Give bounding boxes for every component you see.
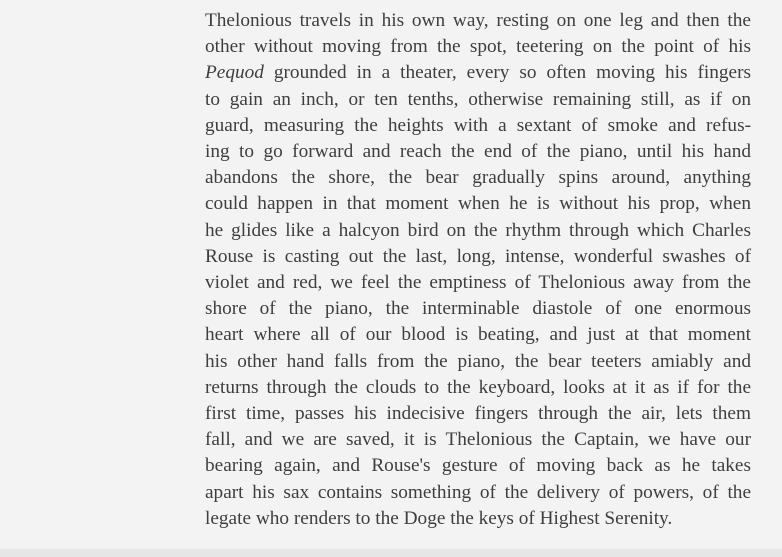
text-line-2: other without moving from the spot, teetering on the point of his [205,36,751,58]
text-line-12: shore of the piano, the interminable diastole of one enormous [205,298,751,320]
page-bottom-edge [0,549,782,557]
text-line-10: Rouse is casting out the last, long, intense, wonderful swashes of [205,245,751,267]
text-line-3-rest: grounded in a theater, every so often moving his fingers [263,62,751,84]
text-line-4: to gain an inch, or ten tenths, otherwise remaining still, as if on [205,88,751,110]
text-line-14: his other hand falls from the piano, the bear teeters amiably and [205,350,751,372]
text-line-8: could happen in that moment when he is without his prop, when [205,193,751,215]
text-line-13: heart where all of our blood is beating, and just at that moment [205,324,751,346]
text-line-6: ing to go forward and reach the end of the piano, until his hand [205,141,751,163]
text-line-16: first time, passes his indecisive fingers through the air, lets them [205,403,751,425]
text-line-9: he glides like a halcyon bird on the rhythm through which Charles [205,219,751,241]
text-line-3 [205,60,751,86]
text-line-11: violet and red, we feel the emptiness of Thelonious away from the [205,272,751,294]
text-line-5: guard, measuring the heights with a sextant of smoke and refus- [205,114,751,136]
text-line-19: apart his sax contains something of the delivery of powers, of the [205,481,751,503]
text-line-15: returns through the clouds to the keyboard, looks at it as if for the [205,376,751,398]
body-paragraph [205,8,751,532]
text-line-20: legate who renders to the Doge the keys of Highest Serenity. [205,507,673,529]
text-line-1: Thelonious travels in his own way, resting on one leg and then the [205,10,751,31]
text-line-17: fall, and we are saved, it is Thelonious the Captain, we have our [205,429,751,451]
text-line-18: bearing again, and Rouse's gesture of moving back as he takes [205,455,751,477]
text-line-7: abandons the shore, the bear gradually spins around, anything [205,167,751,189]
italic-ship-name: Pequod [205,62,264,84]
